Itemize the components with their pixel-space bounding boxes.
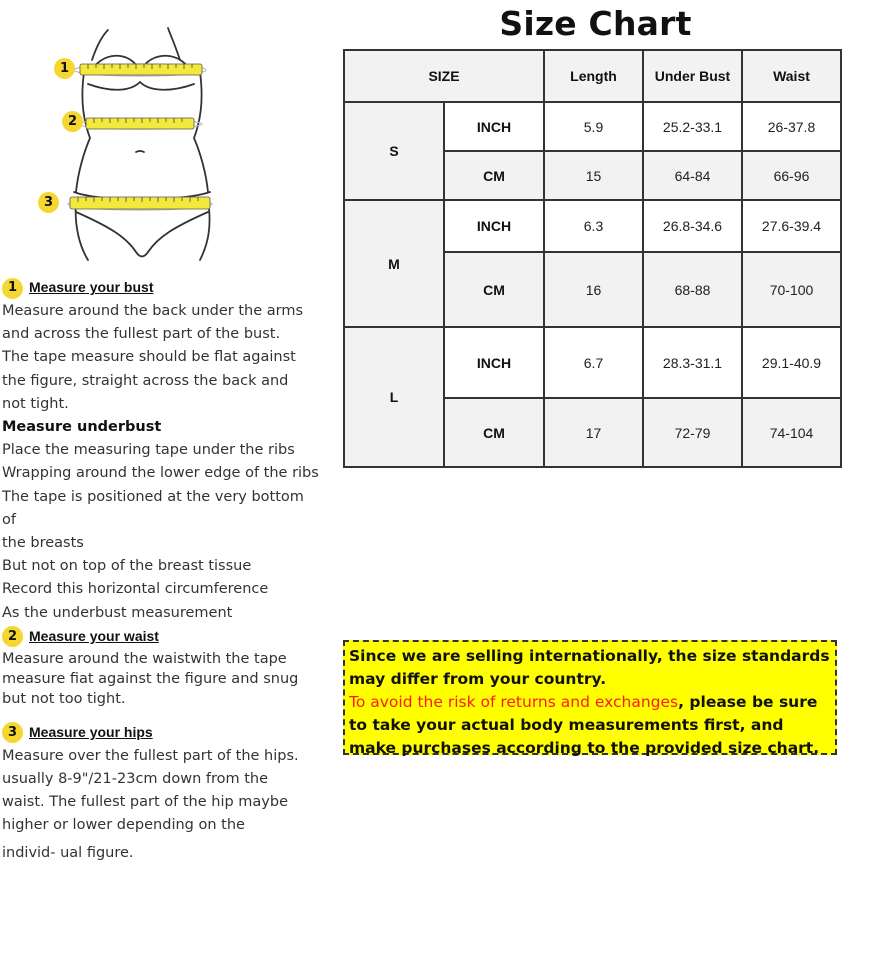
under-bust-cell: 68-88 [643,252,742,327]
waist-cell: 27.6-39.4 [742,200,841,252]
waist-cell: 29.1-40.9 [742,327,841,398]
unit-cell: INCH [444,200,544,252]
hips-line: Measure over the fullest part of the hips. [2,747,299,764]
size-label-s: S [344,102,444,200]
size-label-m: M [344,200,444,327]
unit-cell: CM [444,252,544,327]
hips-line: individ- ual figure. [2,844,134,861]
waist-cell: 66-96 [742,151,841,200]
measurement-guide [2,276,322,868]
waist-cell: 26-37.8 [742,102,841,151]
body-measurement-figure [40,12,240,267]
header-under-bust: Under Bust [643,50,742,102]
underbust-line: The tape is positioned at the very bottom of [2,488,304,528]
hips-heading: Measure your hips [29,724,153,741]
waist-heading-row [2,625,322,649]
bust-number-badge: 1 [2,278,23,299]
under-bust-cell: 64-84 [643,151,742,200]
length-cell: 6.7 [544,327,643,398]
bust-line: the figure, straight across the back and [2,372,289,389]
notice-warning: To avoid the risk of returns and exchanges [349,693,679,711]
figure-badge-1: 1 [54,58,75,79]
waist-heading: Measure your waist [29,628,159,645]
bust-line: Measure around the back under the arms [2,303,304,319]
notice-instruction: , please be sure to take your actual body measurements first, and make purchases according to the provided size chart. [349,693,820,757]
tape-bust [74,64,206,76]
body-outline-illustration [40,12,240,267]
waist-number-badge: 2 [2,626,23,647]
under-bust-cell: 26.8-34.6 [643,200,742,252]
bust-line: The tape measure should be flat against [2,349,296,366]
bust-line: not tight. [2,395,69,412]
hips-line: waist. The fullest part of the hip maybe [2,794,289,811]
unit-cell: CM [444,151,544,200]
table-row [344,102,841,151]
underbust-line: the breasts [2,535,84,552]
header-waist: Waist [742,50,841,102]
table-header-row [344,50,841,102]
underbust-line: Wrapping around the lower edge of the ribs [2,465,319,482]
sizing-notice [343,640,837,755]
size-chart-table [343,49,842,468]
under-bust-cell: 28.3-31.1 [643,327,742,398]
size-label-l: L [344,327,444,467]
unit-cell: INCH [444,327,544,398]
bust-heading-row [2,276,322,300]
length-cell: 6.3 [544,200,643,252]
length-cell: 17 [544,398,643,467]
bust-heading: Measure your bust [29,279,154,296]
tape-waist [78,118,202,129]
under-bust-cell: 72-79 [643,398,742,467]
underbust-heading: Measure underbust [2,419,162,436]
figure-badge-2: 2 [62,111,83,132]
length-cell: 5.9 [544,102,643,151]
hips-line: usually 8-9"/21-23cm down from the [2,771,269,788]
figure-badge-3: 3 [38,192,59,213]
waist-cell: 70-100 [742,252,841,327]
hips-heading-row [2,721,322,745]
length-cell: 15 [544,151,643,200]
under-bust-cell: 25.2-33.1 [643,102,742,151]
underbust-line: Place the measuring tape under the ribs [2,442,295,459]
bust-line: and across the fullest part of the bust. [2,326,281,343]
unit-cell: CM [444,398,544,467]
header-length: Length [544,50,643,102]
hips-number-badge: 3 [2,722,23,743]
underbust-line: As the underbust measurement [2,604,233,621]
table-row [344,327,841,398]
size-chart-title: Size Chart [499,4,692,43]
waist-line: measure fiat against the figure and snug [2,670,299,687]
underbust-line: Record this horizontal circumference [2,581,269,598]
waist-cell: 74-104 [742,398,841,467]
waist-line: Measure around the waistwith the tape [2,650,287,667]
waist-line: but not too tight. [2,690,126,707]
underbust-line: But not on top of the breast tissue [2,558,252,575]
hips-line: higher or lower depending on the [2,817,245,834]
notice-intro: Since we are selling internationally, the size standards may differ from your country. [349,647,830,688]
length-cell: 16 [544,252,643,327]
unit-cell: INCH [444,102,544,151]
header-size: SIZE [344,50,544,102]
table-row [344,200,841,252]
